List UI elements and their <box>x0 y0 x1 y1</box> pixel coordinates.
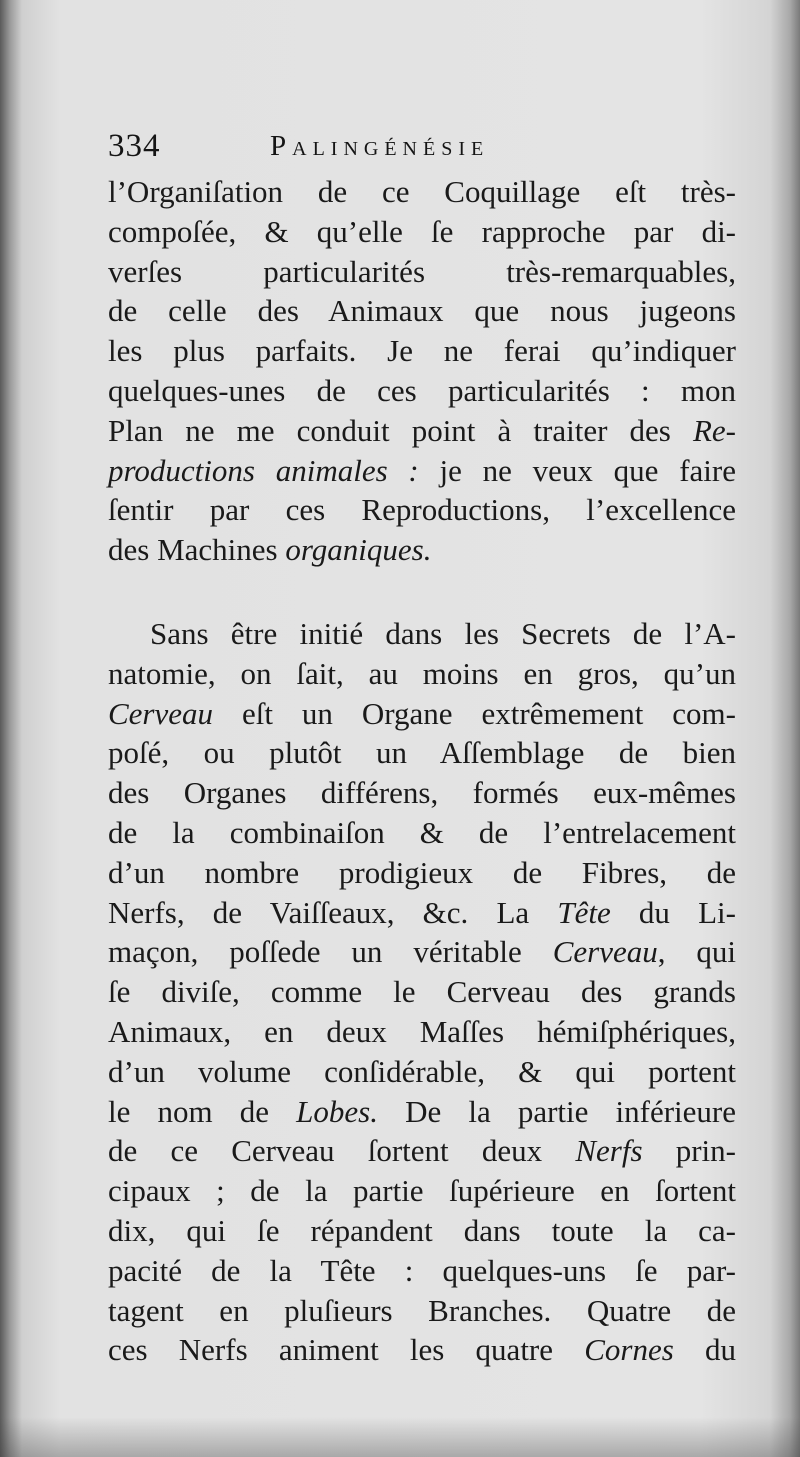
text-line: compoſée, & qu’elle ſe rapproche par di- <box>108 213 736 249</box>
text-line: de la combinaiſon & de l’entrelacement <box>108 814 736 850</box>
italic-text: organiques. <box>285 532 432 568</box>
text-run: eſt un Organe extrêmement com- <box>213 695 736 731</box>
text-line: des Organes différens, formés eux-mêmes <box>108 775 736 811</box>
text-line: ſentir par ces Reproductions, l’excellence <box>108 492 736 528</box>
italic-text: Nerfs <box>575 1133 643 1169</box>
text-line: verſes particularités très-remarquables, <box>108 253 736 289</box>
text-line: ſe diviſe, comme le Cerveau des grands <box>108 974 736 1010</box>
italic-text: Tête <box>557 894 611 930</box>
text-line: d’un nombre prodigieux de Fibres, de <box>108 854 736 890</box>
text-run: du <box>673 1332 737 1368</box>
text-line: de celle des Animaux que nous jugeons <box>108 293 736 329</box>
italic-text: Re- <box>692 412 736 448</box>
text-line: Sans être initié dans les Secrets de l’A- <box>150 615 736 651</box>
paragraph-1 <box>108 172 736 570</box>
text-run: le nom de <box>108 1093 297 1129</box>
text-run: ces Nerfs animent les quatre <box>108 1332 585 1368</box>
text-run: prin- <box>642 1133 736 1169</box>
text-line: natomie, on ſait, au moins en gros, qu’un <box>108 655 736 691</box>
italic-text: Cornes <box>584 1332 674 1368</box>
text-run: des Machines <box>108 532 286 568</box>
text-run: maçon, poſſede un véritable <box>108 934 553 970</box>
text-line: les plus parfaits. Je ne ferai qu’indiquer <box>108 333 736 369</box>
text-line <box>108 694 736 734</box>
text-run: je ne veux que faire <box>418 452 736 488</box>
text-line <box>108 1131 736 1171</box>
text-line: pacité de la Tête : quelques-uns ſe par- <box>108 1252 736 1288</box>
italic-text: productions animales : <box>108 452 419 488</box>
text-line: Animaux, en deux Maſſes hémiſphériques, <box>108 1013 736 1049</box>
text-line <box>108 411 736 451</box>
italic-text: Cerveau <box>552 934 658 970</box>
text-run: de ce Cerveau ſortent deux <box>108 1133 576 1169</box>
paragraph-2 <box>108 614 736 1370</box>
text-line: tagent en pluſieurs Branches. Quatre de <box>108 1292 736 1328</box>
body-text <box>108 172 736 1370</box>
text-run: Nerfs, de Vaiſſeaux, &c. La <box>108 894 558 930</box>
text-line: d’un volume conſidérable, & qui portent <box>108 1053 736 1089</box>
text-line <box>108 893 736 933</box>
text-run: Plan ne me conduit point à traiter des <box>108 412 693 448</box>
text-line: poſé, ou plutôt un Aſſemblage de bien <box>108 735 736 771</box>
text-line <box>108 932 736 972</box>
text-run: , qui <box>657 934 736 970</box>
text-line <box>108 530 736 570</box>
running-head: Palingénésie <box>270 130 490 162</box>
text-line: dix, qui ſe répandent dans toute la ca- <box>108 1212 736 1248</box>
text-run: du Li- <box>610 894 736 930</box>
text-line: quelques-unes de ces particularités : mon <box>108 372 736 408</box>
text-line <box>108 451 736 491</box>
text-line <box>108 1092 736 1132</box>
text-line: cipaux ; de la partie ſupérieure en ſortent <box>108 1173 736 1209</box>
text-line <box>108 1330 736 1370</box>
paragraph-gap <box>108 570 736 614</box>
text-line: l’Organiſation de ce Coquillage eſt très- <box>108 174 736 209</box>
text-run: De la partie inférieure <box>377 1093 737 1129</box>
italic-text: Cerveau <box>108 695 214 731</box>
page-header <box>108 128 748 168</box>
page-number: 334 <box>108 128 161 164</box>
italic-text: Lobes. <box>296 1093 378 1129</box>
